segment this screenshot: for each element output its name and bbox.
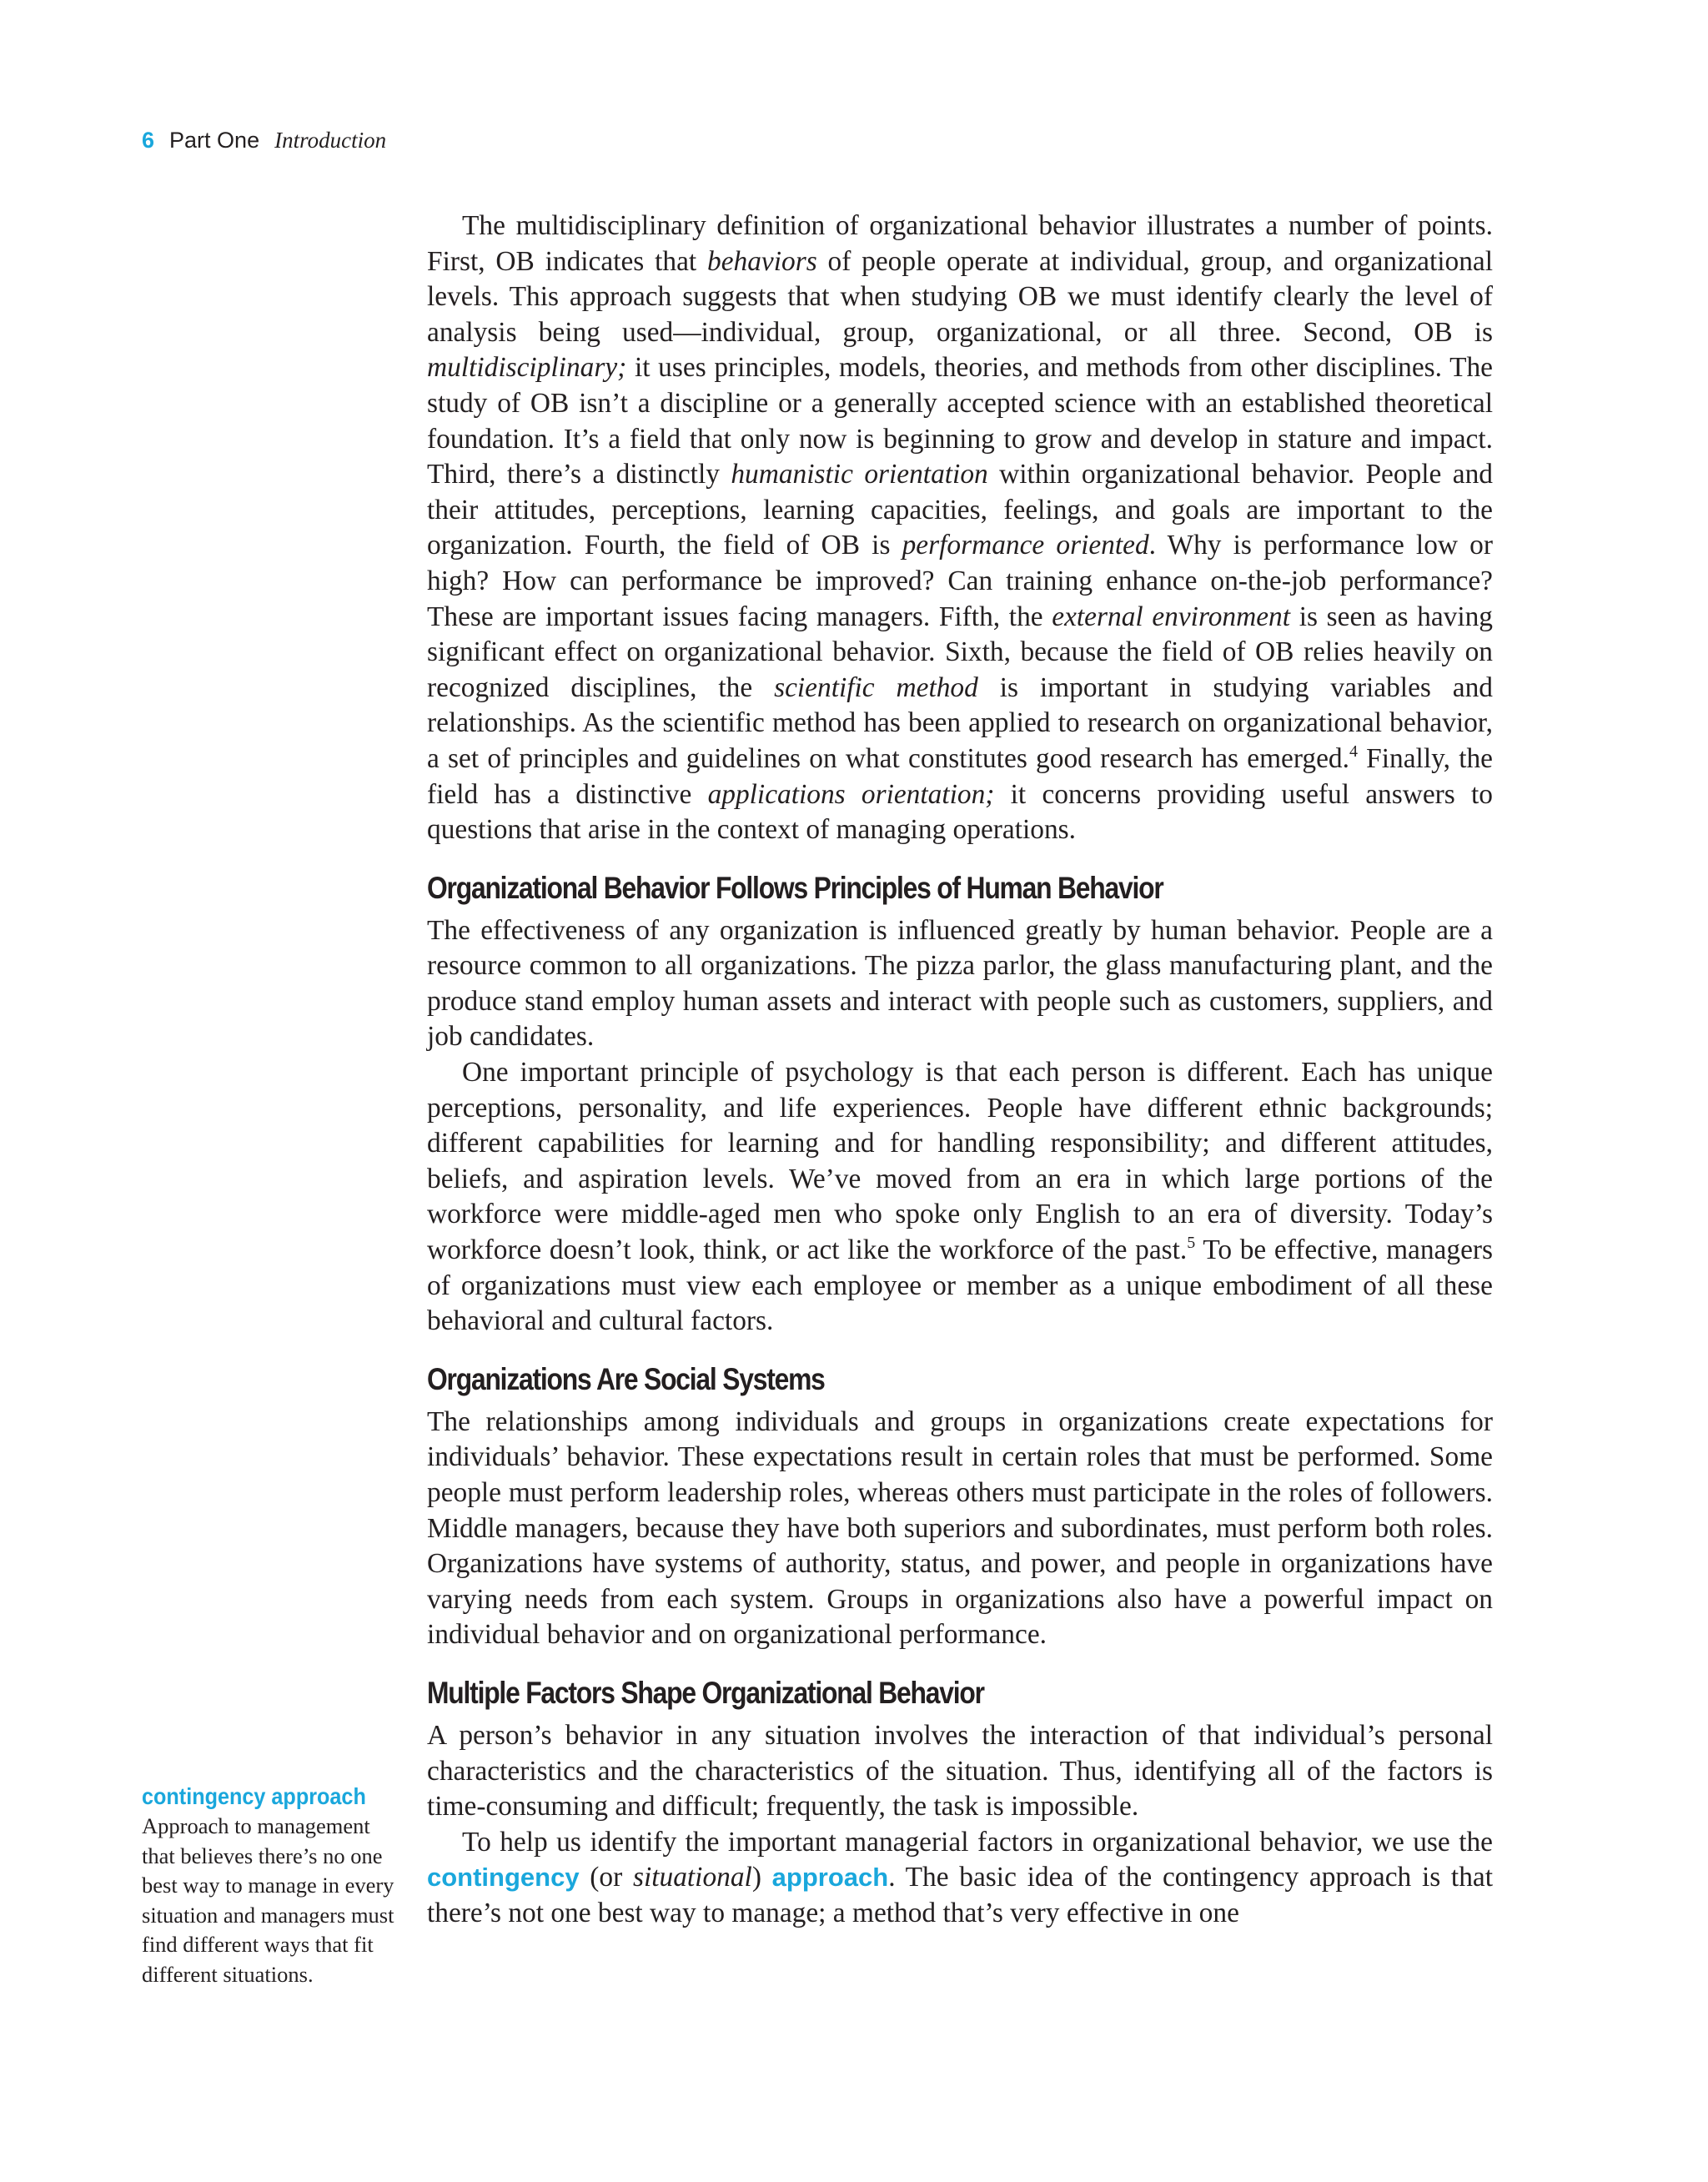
key-term-contingency: contingency [427, 1863, 580, 1893]
heading-social-systems: Organizations Are Social Systems [427, 1361, 825, 1396]
running-header [142, 125, 386, 155]
main-text-column [427, 209, 1493, 1932]
margin-glossary-note [142, 1782, 396, 1990]
paragraph-contingency-approach: To help us identify the important managerial factors in organizational behavior, we use the contingency (or situational) approach. The basic idea of the contingency approach is that there’s not one best way to manage; a method that’s very effective in one [427, 1826, 1493, 1928]
footnote-ref-4: 4 [1349, 742, 1358, 761]
paragraph-ob-definition-points: The multidisciplinary definition of organizational behavior illustrates a number of points. First, OB indicates that behaviors of people operate at individual, group, and organizational levels. This approach suggests that when studying OB we must identify clearly the level of analysis being used—individual, group, organizational, or all three. Second, OB is multidisciplinary; it uses principles, models, theories, and methods from other disciplines. The study of OB isn’t a discipline or a generally accepted science with an established theoretical foundation. It’s a field that only now is beginning to grow and develop in stature and impact. Third, there’s a distinctly humanistic orientation within organizational behavior. People and their attitudes, perceptions, learning capacities, feelings, and goals are important to the organization. Fourth, the field of OB is performance oriented. Why is performance low or high? How can performance be improved? Can training enhance on-the-job performance? These are important issues facing managers. Fifth, the external environment is seen as having significant effect on organizational behavior. Sixth, because the field of OB relies heavily on recognized disciplines, the scientific method is important in studying variables and relationships. As the scientific method has been applied to research on organizational behavior, a set of principles and guidelines on what constitutes good research has emerged.$^4$ Finally, the field has a distinctive applications orientation; it concerns providing useful answers to questions that arise in the context of managing operations. [427, 210, 1494, 846]
chapter-label: Introduction [274, 128, 387, 153]
heading-multiple-factors: Multiple Factors Shape Organizational Behavior [427, 1675, 984, 1710]
paragraph-social-systems: The relationships among individuals and groups in organizations create expectations for individuals’ behavior. These expectations result in certain roles that must be performed. Some people must perform leadership roles, whereas others must participate in the roles of followers. Middle managers, because they have both superiors and subordinates, must perform both roles. Organizations have systems of authority, status, and power, and people in organizations have varying needs from each system. Groups in organizations also have a powerful impact on individual behavior and on organizational performance. [427, 1405, 1493, 1651]
margin-term: contingency approach [142, 1783, 366, 1809]
part-label: Part One [169, 128, 260, 153]
heading-human-behavior: Organizational Behavior Follows Principles of Human Behavior [427, 870, 1163, 905]
page-number: 6 [142, 128, 155, 153]
footnote-ref-5: 5 [1187, 1234, 1196, 1253]
key-term-approach: approach [771, 1863, 889, 1893]
paragraph-multiple-factors: A person’s behavior in any situation involves the interaction of that individual’s personal characteristics and the characteristics of the situation. Thus, identifying all of the factors is time-consuming and difficult; frequently, the task is impossible. [427, 1719, 1493, 1823]
paragraph-individual-differences: One important principle of psychology is that each person is different. Each has unique perceptions, personality, and life experiences. People have different ethnic backgrounds; different capabilities for learning and for handling responsibility; and different attitudes, beliefs, and aspiration levels. We’ve moved from an era in which large portions of the workforce were middle-aged men who spoke only English to an era of diversity. Today’s workforce doesn’t look, think, or act like the workforce of the past.$^5$ To be effective, managers of organizations must view each employee or member as a unique embodiment of all these behavioral and cultural factors. [427, 1057, 1494, 1337]
margin-definition: Approach to management that believes there’s no one best way to manage in every situation and managers must find different ways that fit different situations. [142, 1813, 394, 1987]
paragraph-human-behavior: The effectiveness of any organization is influenced greatly by human behavior. People are a resource common to all organizations. The pizza parlor, the glass manufacturing plant, and the produce stand employ human assets and interact with people such as customers, suppliers, and job candidates. [427, 914, 1493, 1053]
